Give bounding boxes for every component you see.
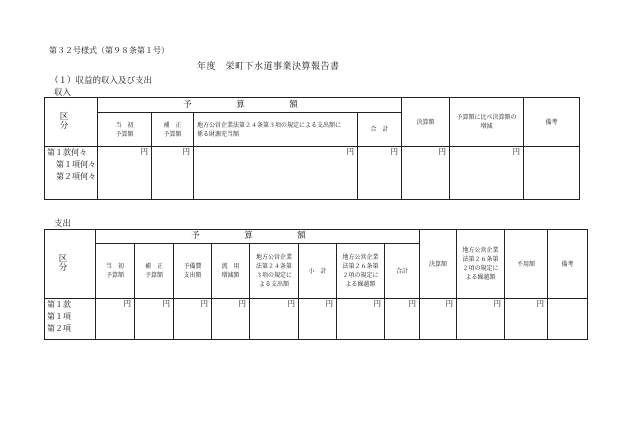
expense-row-labels: 第１款 第１項 第２項 [45,299,96,340]
unit-yen: 円 [152,147,194,200]
unit-yen: 円 [420,299,457,340]
expense-col-remarks: 備考 [548,230,588,299]
unit-yen: 円 [299,299,337,340]
unit-yen: 円 [135,299,174,340]
expense-col-division: 区 分 [45,230,96,299]
expense-col-carry: 地方公営企業 法第２６条第 ２項の規定に よる繰越額 [457,230,505,299]
remarks-cell [548,299,588,340]
unit-yen: 円 [505,299,548,340]
expense-sub-transfer: 流 用 増減額 [212,244,250,299]
expense-label: 支出 [54,219,72,229]
revenue-sub-initial: 当 初 予算額 [98,113,152,147]
remarks-cell [524,147,580,200]
revenue-sub-total: 合 計 [358,113,402,147]
revenue-col-budget: 予 算 額 [98,98,402,113]
expense-col-budget: 予 算 額 [96,230,420,244]
revenue-sub-supplement: 補 正 予算額 [152,113,194,147]
expense-col-settlement: 決算額 [420,230,457,299]
unit-yen: 円 [98,147,152,200]
unit-yen: 円 [194,147,358,200]
revenue-col-settlement: 決算額 [402,98,450,147]
expense-sub-total: 合計 [385,244,420,299]
revenue-col-remarks: 備考 [524,98,580,147]
expense-sub-initial: 当 初 予算額 [96,244,135,299]
expense-sub-subtotal: 小 計 [299,244,337,299]
form-number: 第３２号様式（第９８条第１号） [49,46,169,55]
revenue-col-diff: 予算額に比べ決算額の 増減 [450,98,524,147]
unit-yen: 円 [212,299,250,340]
expense-sub-art26: 地方公営企業 法第２６条第 ２項の規定に よる繰越額 [337,244,385,299]
page-title: 年度 栄町下水道事業決算報告書 [197,62,340,72]
unit-yen: 円 [96,299,135,340]
unit-yen: 円 [457,299,505,340]
revenue-label: 収入 [54,88,72,98]
expense-table [44,229,588,340]
unit-yen: 円 [250,299,299,340]
revenue-col-division: 区 分 [45,98,98,147]
unit-yen: 円 [174,299,212,340]
unit-yen: 円 [337,299,385,340]
unit-yen: 円 [450,147,524,200]
revenue-sub-carryover: 地方公営企業法第２４条第３項の規定による支出額に 係る財源充当額 [194,113,358,147]
section-heading: （１）収益的収入及び支出 [50,76,153,86]
expense-sub-supplement: 補 正 予算額 [135,244,174,299]
revenue-row-labels: 第１款何々 第１項何々 第２項何々 [45,147,98,200]
revenue-table [44,97,580,200]
expense-sub-reserve: 予備費 支出額 [174,244,212,299]
unit-yen: 円 [402,147,450,200]
expense-col-unused: 不用額 [505,230,548,299]
unit-yen: 円 [358,147,402,200]
expense-sub-art24: 地方公営企業 法第２４条第 ３項の規定に よる支出額 [250,244,299,299]
unit-yen: 円 [385,299,420,340]
